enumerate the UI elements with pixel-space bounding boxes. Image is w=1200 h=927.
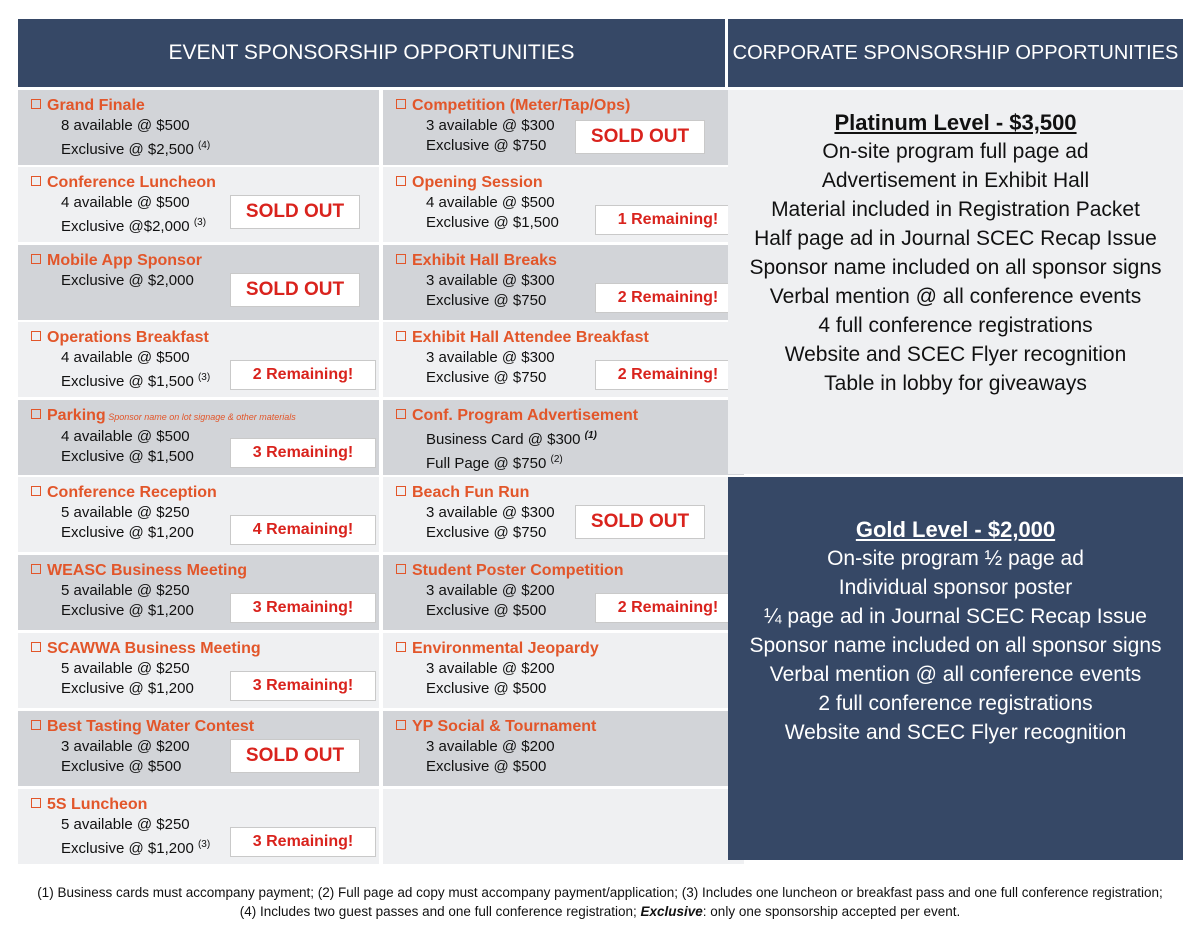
checkbox-icon xyxy=(31,99,41,109)
platinum-benefit: Sponsor name included on all sponsor signs xyxy=(749,256,1162,279)
sponsorship-title-text: Best Tasting Water Contest xyxy=(47,718,255,735)
sponsorship-price-line: Business Card @ $300 $^{(1)}$ xyxy=(426,430,597,448)
sponsorship-title-text: Competition (Meter/Tap/Ops) xyxy=(412,97,631,114)
sponsorship-price-line: Exclusive @ $750 xyxy=(426,292,547,309)
platinum-benefit: Website and SCEC Flyer recognition xyxy=(784,343,1127,366)
sponsorship-price-line: 4 available @ $500 xyxy=(61,194,190,211)
empty-cell xyxy=(383,789,744,864)
checkbox-icon xyxy=(396,99,406,109)
sponsorship-title xyxy=(31,173,379,193)
platinum-level-panel xyxy=(728,90,1183,474)
gold-level-panel xyxy=(728,477,1183,860)
sold-out-badge: SOLD OUT xyxy=(230,195,360,229)
remaining-badge: 2 Remaining! xyxy=(595,283,741,313)
checkbox-icon xyxy=(396,331,406,341)
sponsorship-title-text: Environmental Jeopardy xyxy=(412,640,599,657)
checkbox-icon xyxy=(31,564,41,574)
sponsorship-title-text: Conf. Program Advertisement xyxy=(412,407,639,424)
sponsorship-price-line: Exclusive @ $1,500 xyxy=(426,214,559,231)
footnote-reference: (3) xyxy=(193,217,207,228)
checkbox-icon xyxy=(396,409,406,419)
sponsorship-price-line: 8 available @ $500 xyxy=(61,117,190,134)
sponsorship-title-text: Operations Breakfast xyxy=(47,329,209,346)
sponsorship-item xyxy=(383,711,744,786)
sponsorship-title xyxy=(396,561,744,581)
platinum-benefit: Half page ad in Journal SCEC Recap Issue xyxy=(754,227,1157,250)
sponsorship-price-line: Exclusive @ $500 xyxy=(426,602,547,619)
checkbox-icon xyxy=(31,176,41,186)
sponsorship-price-line: Exclusive @ $1,500 $^{(3)}$ xyxy=(61,372,211,390)
sponsorship-title xyxy=(31,483,379,503)
sponsorship-price-line: 5 available @ $250 xyxy=(61,816,190,833)
sponsorship-price-line: Exclusive @ $500 xyxy=(426,680,547,697)
sponsorship-title-text: Grand Finale xyxy=(47,97,145,114)
sponsorship-title xyxy=(396,173,744,193)
sponsorship-title xyxy=(31,717,379,737)
sponsorship-title xyxy=(396,406,744,426)
checkbox-icon xyxy=(396,486,406,496)
sponsorship-price-line: 3 available @ $300 xyxy=(426,272,555,289)
footnote-reference: (3) xyxy=(197,839,211,850)
checkbox-icon xyxy=(396,720,406,730)
sponsorship-title xyxy=(396,96,744,116)
sponsorship-title-text: Conference Luncheon xyxy=(47,174,216,191)
footnote-reference: (4) xyxy=(197,140,211,151)
sponsorship-price-line: Exclusive @ $2,500 $^{(4)}$ xyxy=(61,140,211,158)
sponsorship-price-line: 4 available @ $500 xyxy=(426,194,555,211)
gold-benefit: On-site program ½ page ad xyxy=(827,547,1084,570)
sponsorship-price-line: Exclusive @ $750 xyxy=(426,369,547,386)
platinum-benefit: Table in lobby for giveaways xyxy=(824,372,1087,395)
sponsorship-title-text: Exhibit Hall Breaks xyxy=(412,252,557,269)
sponsorship-item xyxy=(383,633,744,708)
sponsorship-title xyxy=(396,483,744,503)
footnote-reference: (1) xyxy=(584,430,597,441)
sponsorship-title xyxy=(396,639,744,659)
footnote-reference: (3) xyxy=(197,372,211,383)
remaining-badge: 2 Remaining! xyxy=(595,360,741,390)
sponsorship-price-line: 4 available @ $500 xyxy=(61,428,190,445)
sponsorship-price-line: Exclusive @ $750 xyxy=(426,524,547,541)
sponsorship-title xyxy=(31,406,379,427)
footnote-text-end: : only one sponsorship accepted per event. xyxy=(702,904,961,919)
footnote-exclusive-label: Exclusive xyxy=(640,904,703,919)
checkbox-icon xyxy=(396,642,406,652)
sponsorship-title-text: YP Social & Tournament xyxy=(412,718,597,735)
sponsorship-price-line: 4 available @ $500 xyxy=(61,349,190,366)
gold-benefit: Website and SCEC Flyer recognition xyxy=(784,721,1127,744)
checkbox-icon xyxy=(31,642,41,652)
checkbox-icon xyxy=(396,176,406,186)
sponsorship-title-text: 5S Luncheon xyxy=(47,796,148,813)
remaining-badge: 3 Remaining! xyxy=(230,827,376,857)
footnote xyxy=(30,883,1170,921)
sponsorship-title-text: SCAWWA Business Meeting xyxy=(47,640,261,657)
gold-benefit: 2 full conference registrations xyxy=(818,692,1093,715)
sold-out-badge: SOLD OUT xyxy=(575,120,705,154)
sponsorship-price-line: Exclusive @ $500 xyxy=(61,758,182,775)
sponsorship-price-line: 3 available @ $300 xyxy=(426,117,555,134)
sponsorship-price-line: 3 available @ $200 xyxy=(426,660,555,677)
corporate-sponsorship-header: CORPORATE SPONSORSHIP OPPORTUNITIES xyxy=(728,19,1183,87)
checkbox-icon xyxy=(396,254,406,264)
footnote-text: (1) Business cards must accompany payment; (2) Full page ad copy must accompany payment/application; (3) Includes one luncheon or breakfast pass and one full conference registration; (4) Includes two guest passes and one full conference registration; xyxy=(37,885,1163,919)
sponsorship-title-text: Exhibit Hall Attendee Breakfast xyxy=(412,329,649,346)
checkbox-icon xyxy=(31,720,41,730)
sponsorship-price-line: 3 available @ $200 xyxy=(61,738,190,755)
sponsorship-title-text: Conference Reception xyxy=(47,484,217,501)
platinum-benefit: Verbal mention @ all conference events xyxy=(769,285,1142,308)
checkbox-icon xyxy=(31,331,41,341)
sponsorship-title-text: Beach Fun Run xyxy=(412,484,530,501)
sponsorship-item xyxy=(18,90,379,165)
remaining-badge: 3 Remaining! xyxy=(230,671,376,701)
sponsorship-price-line: Exclusive @ $500 xyxy=(426,758,547,775)
gold-benefit: Verbal mention @ all conference events xyxy=(769,663,1142,686)
sponsorship-note: Sponsor name on lot signage & other materials xyxy=(105,412,296,422)
platinum-benefit: Material included in Registration Packet xyxy=(771,198,1140,221)
checkbox-icon xyxy=(31,798,41,808)
platinum-benefits-list xyxy=(728,137,1183,398)
sponsorship-title xyxy=(31,328,379,348)
sponsorship-price-line: 5 available @ $250 xyxy=(61,504,190,521)
sponsorship-price-line: 3 available @ $300 xyxy=(426,349,555,366)
sponsorship-price-line: 3 available @ $200 xyxy=(426,582,555,599)
sponsorship-price-line: Exclusive @ $1,200 $^{(3)}$ xyxy=(61,839,211,857)
sponsorship-price-line: Full Page @ $750 $^{(2)}$ xyxy=(426,454,563,472)
sponsorship-title xyxy=(396,717,744,737)
checkbox-icon xyxy=(31,254,41,264)
gold-benefit: Individual sponsor poster xyxy=(838,576,1073,599)
sponsorship-price-line: Exclusive @ $1,200 xyxy=(61,602,194,619)
checkbox-icon xyxy=(396,564,406,574)
gold-benefit: Sponsor name included on all sponsor signs xyxy=(749,634,1162,657)
sponsorship-title-text: Opening Session xyxy=(412,174,543,191)
platinum-benefit: On-site program full page ad xyxy=(822,140,1089,163)
sponsorship-title-text: Student Poster Competition xyxy=(412,562,624,579)
remaining-badge: 1 Remaining! xyxy=(595,205,741,235)
sold-out-badge: SOLD OUT xyxy=(230,273,360,307)
platinum-benefit: 4 full conference registrations xyxy=(818,314,1093,337)
sponsorship-price-line: Exclusive @ $1,500 xyxy=(61,448,194,465)
sponsorship-price-line: 5 available @ $250 xyxy=(61,582,190,599)
gold-benefit: ¼ page ad in Journal SCEC Recap Issue xyxy=(764,605,1147,628)
platinum-level-title: Platinum Level - $3,500 xyxy=(834,110,1077,135)
event-sponsorship-header: EVENT SPONSORSHIP OPPORTUNITIES xyxy=(18,19,725,87)
sponsorship-price-line: Exclusive @ $2,000 xyxy=(61,272,194,289)
sponsorship-title-text: Parking xyxy=(47,407,106,424)
sponsorship-title-text: WEASC Business Meeting xyxy=(47,562,248,579)
sponsorship-title xyxy=(31,561,379,581)
remaining-badge: 2 Remaining! xyxy=(230,360,376,390)
sponsorship-title xyxy=(396,251,744,271)
sponsorship-price-line: Exclusive @ $1,200 xyxy=(61,680,194,697)
gold-benefits-list xyxy=(728,544,1183,747)
remaining-badge: 3 Remaining! xyxy=(230,593,376,623)
sponsorship-title xyxy=(31,795,379,815)
sold-out-badge: SOLD OUT xyxy=(230,739,360,773)
sponsorship-item xyxy=(383,400,744,475)
sponsorship-price-line: Exclusive @$2,000 $^{(3)}$ xyxy=(61,217,207,235)
sponsorship-title xyxy=(396,328,744,348)
sponsorship-title xyxy=(31,639,379,659)
sponsorship-price-line: Exclusive @ $1,200 xyxy=(61,524,194,541)
gold-level-title: Gold Level - $2,000 xyxy=(855,517,1056,542)
sponsorship-price-line: Exclusive @ $750 xyxy=(426,137,547,154)
sponsorship-price-line: 3 available @ $300 xyxy=(426,504,555,521)
sponsorship-price-line: 3 available @ $200 xyxy=(426,738,555,755)
sold-out-badge: SOLD OUT xyxy=(575,505,705,539)
sponsorship-title xyxy=(31,251,379,271)
remaining-badge: 2 Remaining! xyxy=(595,593,741,623)
remaining-badge: 3 Remaining! xyxy=(230,438,376,468)
sponsorship-title xyxy=(31,96,379,116)
checkbox-icon xyxy=(31,409,41,419)
sponsorship-title-text: Mobile App Sponsor xyxy=(47,252,202,269)
remaining-badge: 4 Remaining! xyxy=(230,515,376,545)
platinum-benefit: Advertisement in Exhibit Hall xyxy=(821,169,1090,192)
sponsorship-price-line: 5 available @ $250 xyxy=(61,660,190,677)
footnote-reference: (2) xyxy=(550,454,563,465)
checkbox-icon xyxy=(31,486,41,496)
